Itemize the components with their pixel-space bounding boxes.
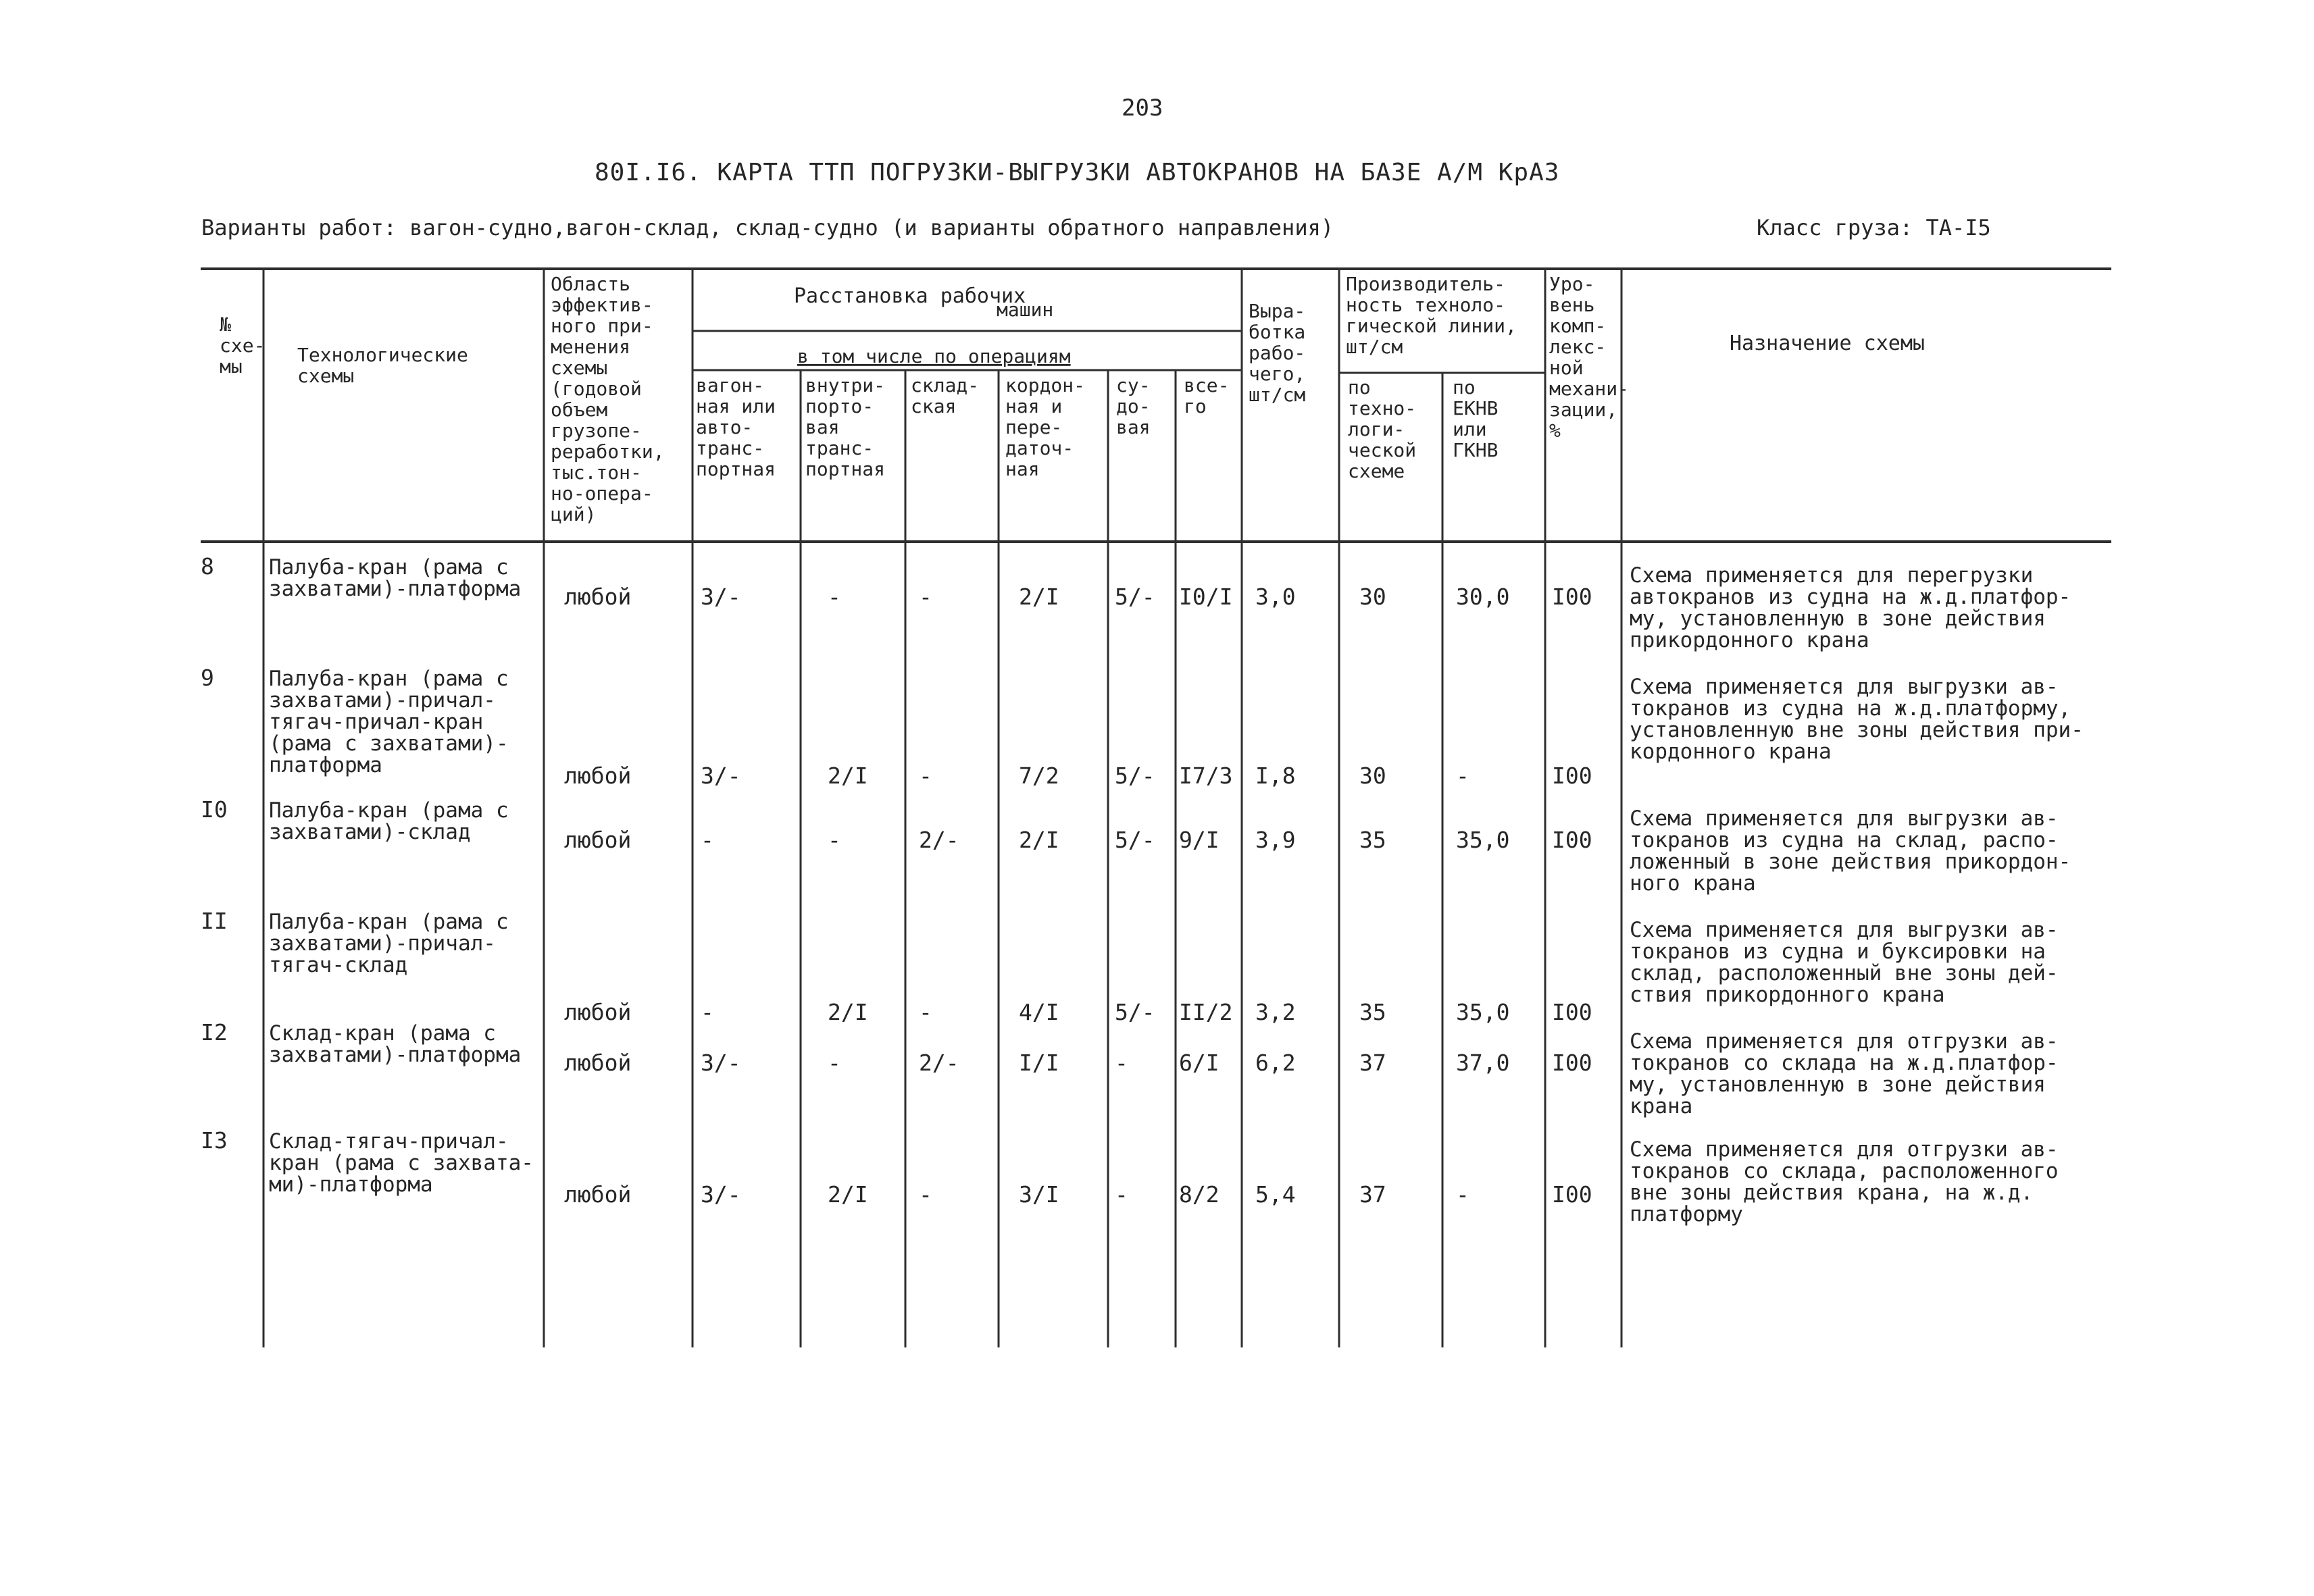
cell-wagon: - (701, 999, 714, 1025)
cell-by-tech: 30 (1359, 584, 1386, 610)
row-number: 9 (201, 665, 214, 691)
cell-output: I,8 (1255, 763, 1296, 789)
cell-internal: - (828, 1050, 841, 1076)
cell-warehouse: - (919, 1181, 932, 1208)
header-ship: су- (1116, 374, 1151, 396)
header-by-eknv: по (1453, 376, 1476, 398)
row-scheme: ми)-платформа (269, 1173, 433, 1197)
row-purpose: му, установленную в зоне действия (1630, 607, 2046, 631)
header-cordon: ная и (1005, 395, 1063, 417)
row-scheme: захватами)-платформа (269, 1043, 522, 1067)
cell-wagon: 3/- (701, 1181, 741, 1208)
header-application-area: объем (551, 398, 608, 421)
header-scheme-number: мы (220, 355, 243, 378)
header-by-tech-scheme: ческой (1348, 439, 1417, 461)
header-wagon: транс- (696, 437, 765, 459)
header-tech-schemes: схемы (297, 365, 355, 387)
row-purpose: Схема применяется для перегрузки (1630, 563, 2034, 588)
row-purpose: автокранов из судна на ж.д.платфор- (1630, 585, 2071, 609)
cell-output: 3,0 (1255, 584, 1296, 610)
header-cordon: ная (1005, 458, 1040, 480)
header-application-area: тыс.тон- (551, 461, 642, 484)
cell-wagon: 3/- (701, 763, 741, 789)
header-warehouse: склад- (911, 374, 980, 396)
cell-area: любой (564, 584, 632, 610)
cell-total: I0/I (1179, 584, 1233, 610)
cell-area: любой (564, 827, 632, 853)
header-output: чего, (1249, 363, 1306, 385)
row-number: I3 (201, 1127, 228, 1154)
header-by-eknv: или (1453, 418, 1487, 440)
cell-cordon: 2/I (1019, 584, 1059, 610)
cell-ship: - (1115, 1181, 1128, 1208)
cell-ship: 5/- (1115, 999, 1155, 1025)
cell-mech: I00 (1552, 827, 1592, 853)
header-productivity: шт/см (1346, 336, 1403, 358)
cell-ship: 5/- (1115, 763, 1155, 789)
row-scheme: захватами)-склад (269, 820, 471, 844)
row-scheme: Палуба-кран (рама с (269, 910, 509, 934)
header-by-tech-scheme: по (1348, 376, 1371, 398)
cell-total: 6/I (1179, 1050, 1219, 1076)
header-purpose: Назначение схемы (1730, 332, 1925, 355)
header-application-area: ного при- (551, 315, 653, 337)
header-application-area: Область (551, 273, 631, 295)
header-intraport: портная (805, 458, 886, 480)
cell-total: 9/I (1179, 827, 1219, 853)
header-application-area: схемы (551, 357, 608, 379)
row-purpose: ного крана (1630, 871, 1756, 896)
cell-by-eknv: 30,0 (1456, 584, 1510, 610)
cell-by-eknv: 35,0 (1456, 999, 1510, 1025)
header-application-area: но-опера- (551, 482, 653, 505)
header-by-eknv: ГКНВ (1453, 439, 1499, 461)
cell-internal: - (828, 584, 841, 610)
cell-warehouse: - (919, 763, 932, 789)
row-scheme: Палуба-кран (рама с (269, 798, 509, 823)
cell-area: любой (564, 999, 632, 1025)
cell-cordon: 2/I (1019, 827, 1059, 853)
cell-internal: 2/I (828, 1181, 868, 1208)
header-mechanization-level: ной (1549, 357, 1584, 379)
row-scheme: платформа (269, 753, 382, 777)
row-scheme: тягач-причал-кран (269, 710, 484, 734)
cell-by-eknv: 37,0 (1456, 1050, 1510, 1076)
header-productivity: гической линии, (1346, 315, 1517, 337)
row-scheme: Палуба-кран (рама с (269, 667, 509, 691)
row-scheme: захватами)-причал- (269, 688, 496, 713)
row-purpose: крана (1630, 1094, 1693, 1118)
header-total: го (1184, 395, 1207, 417)
header-intraport: вая (805, 416, 840, 438)
cell-cordon: 4/I (1019, 999, 1059, 1025)
cell-total: II/2 (1179, 999, 1233, 1025)
header-productivity: Производитель- (1346, 273, 1506, 295)
cell-by-eknv: - (1456, 763, 1469, 789)
header-total: все- (1184, 374, 1230, 396)
header-intraport: порто- (805, 395, 874, 417)
row-scheme: (рама с захватами)- (269, 731, 509, 756)
row-purpose: Схема применяется для выгрузки ав- (1630, 918, 2059, 942)
row-purpose: платформу (1630, 1202, 1743, 1227)
header-output: ботка (1249, 321, 1306, 343)
row-purpose: токранов из судна и буксировки на (1630, 939, 2046, 964)
header-mechanization-level: Уро- (1549, 273, 1595, 295)
row-purpose: склад, расположенный вне зоны дей- (1630, 961, 2059, 985)
row-purpose: му, установленную в зоне действия (1630, 1073, 2046, 1097)
row-purpose: токранов из судна на ж.д.платформу, (1630, 696, 2071, 721)
cell-warehouse: 2/- (919, 1050, 959, 1076)
cell-mech: I00 (1552, 584, 1592, 610)
row-purpose: установленную вне зоны действия при- (1630, 718, 2084, 742)
header-output: Выра- (1249, 300, 1306, 322)
cell-by-tech: 35 (1359, 999, 1386, 1025)
cell-total: 8/2 (1179, 1181, 1219, 1208)
header-mechanization-level: комп- (1549, 315, 1607, 337)
cell-ship: 5/- (1115, 827, 1155, 853)
cell-output: 3,9 (1255, 827, 1296, 853)
header-mechanization-level: вень (1549, 294, 1595, 316)
header-by-tech-scheme: техно- (1348, 397, 1417, 419)
row-purpose: токранов из судна на склад, распо- (1630, 828, 2059, 852)
header-by-tech-scheme: схеме (1348, 460, 1405, 482)
cell-by-tech: 37 (1359, 1181, 1386, 1208)
header-wagon: ная или (696, 395, 776, 417)
header-mechanization-level: механи- (1549, 378, 1630, 400)
header-mechanization-level: лекс- (1549, 336, 1607, 358)
cell-cordon: I/I (1019, 1050, 1059, 1076)
cell-mech: I00 (1552, 1181, 1592, 1208)
cell-cordon: 3/I (1019, 1181, 1059, 1208)
header-application-area: эффектив- (551, 294, 653, 316)
header-application-area: менения (551, 336, 631, 358)
cell-cordon: 7/2 (1019, 763, 1059, 789)
cell-wagon: 3/- (701, 584, 741, 610)
row-purpose: токранов со склада, расположенного (1630, 1159, 2059, 1183)
row-purpose: Схема применяется для выгрузки ав- (1630, 806, 2059, 831)
header-cordon: кордон- (1005, 374, 1086, 396)
cell-output: 6,2 (1255, 1050, 1296, 1076)
cell-total: I7/3 (1179, 763, 1233, 789)
row-scheme: Склад-кран (рама с (269, 1021, 496, 1046)
header-tech-schemes: Технологические (297, 344, 468, 366)
header-warehouse: ская (911, 395, 957, 417)
header-placement: Расстановка рабочих (794, 284, 1026, 308)
header-mechanization-level: % (1549, 419, 1561, 442)
cell-wagon: - (701, 827, 714, 853)
header-application-area: грузопе- (551, 419, 642, 442)
header-ship: вая (1116, 416, 1151, 438)
cell-by-tech: 35 (1359, 827, 1386, 853)
document-title: 80I.I6. КАРТА ТТП ПОГРУЗКИ-ВЫГРУЗКИ АВТОКРАНОВ НА БАЗЕ А/М КрАЗ (595, 159, 1560, 186)
row-purpose: кордонного крана (1630, 740, 1832, 764)
row-number: I0 (201, 796, 228, 823)
cell-warehouse: 2/- (919, 827, 959, 853)
cell-by-tech: 37 (1359, 1050, 1386, 1076)
header-wagon: портная (696, 458, 776, 480)
page-number: 203 (1122, 95, 1163, 122)
row-number: II (201, 908, 228, 934)
cell-area: любой (564, 763, 632, 789)
cell-ship: - (1115, 1050, 1128, 1076)
header-cordon: даточ- (1005, 437, 1074, 459)
cell-ship: 5/- (1115, 584, 1155, 610)
header-intraport: внутри- (805, 374, 886, 396)
cell-mech: I00 (1552, 999, 1592, 1025)
header-scheme-number: схе- (220, 334, 266, 357)
header-operations: в том числе по операциям (797, 345, 1071, 367)
header-output: шт/см (1249, 384, 1306, 406)
row-purpose: Схема применяется для отгрузки ав- (1630, 1029, 2059, 1054)
header-wagon: вагон- (696, 374, 765, 396)
cell-area: любой (564, 1181, 632, 1208)
header-application-area: реработки, (551, 440, 665, 463)
header-wagon: авто- (696, 416, 753, 438)
cell-internal: 2/I (828, 999, 868, 1025)
cell-warehouse: - (919, 999, 932, 1025)
row-scheme: захватами)-причал- (269, 931, 496, 956)
header-cordon: пере- (1005, 416, 1063, 438)
row-purpose: ствия прикордонного крана (1630, 983, 1945, 1007)
header-ship: до- (1116, 395, 1151, 417)
row-purpose: прикордонного крана (1630, 628, 1869, 652)
row-purpose: Схема применяется для выгрузки ав- (1630, 675, 2059, 699)
row-scheme: кран (рама с захвата- (269, 1151, 534, 1175)
row-purpose: ложенный в зоне действия прикордон- (1630, 850, 2071, 874)
work-variants: Варианты работ: вагон-судно,вагон-склад, склад-судно (и варианты обратного направления) (201, 215, 1334, 240)
cell-mech: I00 (1552, 1050, 1592, 1076)
row-scheme: Склад-тягач-причал- (269, 1129, 509, 1154)
header-intraport: транс- (805, 437, 874, 459)
header-productivity: ность техноло- (1346, 294, 1506, 316)
header-by-eknv: ЕКНВ (1453, 397, 1499, 419)
cargo-class: Класс груза: ТА-I5 (1757, 215, 1991, 240)
cell-wagon: 3/- (701, 1050, 741, 1076)
cell-mech: I00 (1552, 763, 1592, 789)
cell-area: любой (564, 1050, 632, 1076)
row-scheme: Палуба-кран (рама с (269, 555, 509, 580)
header-mechanization-level: зации, (1549, 398, 1618, 421)
cell-internal: 2/I (828, 763, 868, 789)
header-scheme-number: № (220, 313, 231, 336)
cell-warehouse: - (919, 584, 932, 610)
row-purpose: токранов со склада на ж.д.платфор- (1630, 1051, 2059, 1075)
cell-by-eknv: 35,0 (1456, 827, 1510, 853)
cell-by-eknv: - (1456, 1181, 1469, 1208)
row-purpose: Схема применяется для отгрузки ав- (1630, 1137, 2059, 1162)
cell-output: 5,4 (1255, 1181, 1296, 1208)
cell-by-tech: 30 (1359, 763, 1386, 789)
row-number: 8 (201, 553, 214, 580)
cell-internal: - (828, 827, 841, 853)
row-number: I2 (201, 1019, 228, 1046)
row-purpose: вне зоны действия крана, на ж.д. (1630, 1181, 2034, 1205)
header-application-area: ций) (551, 503, 597, 525)
header-by-tech-scheme: логи- (1348, 418, 1405, 440)
header-application-area: (годовой (551, 378, 642, 400)
row-scheme: захватами)-платформа (269, 577, 522, 601)
row-scheme: тягач-склад (269, 953, 408, 977)
header-placement: машин (997, 299, 1054, 321)
header-output: рабо- (1249, 342, 1306, 364)
cell-output: 3,2 (1255, 999, 1296, 1025)
